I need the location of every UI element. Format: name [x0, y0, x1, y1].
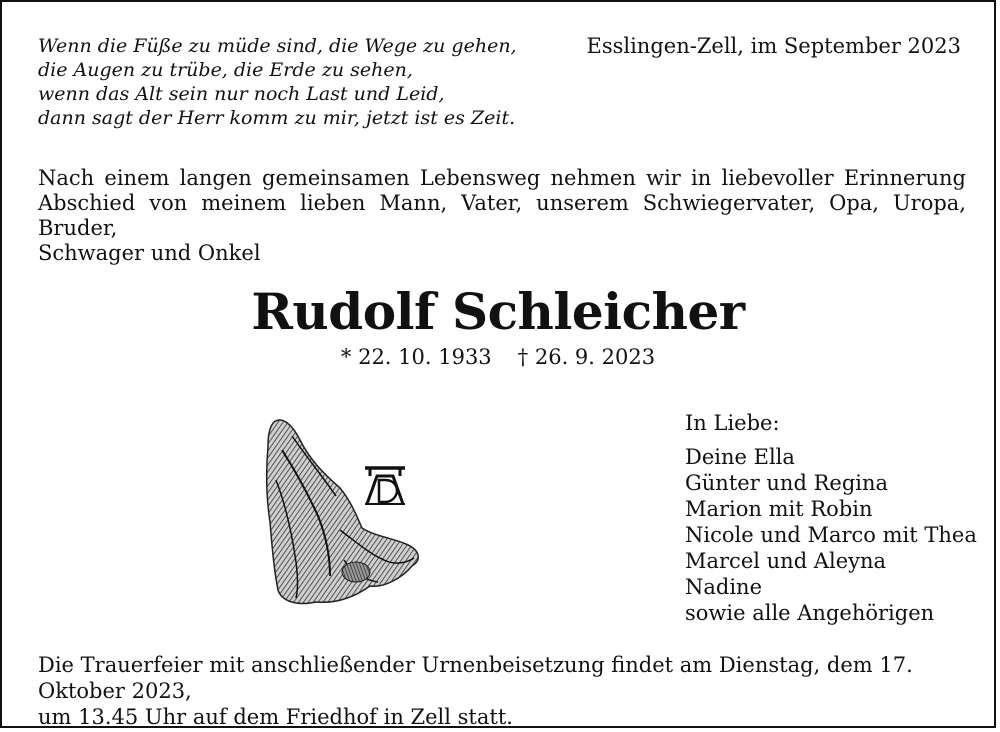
- mourner-name: Nadine: [685, 575, 763, 599]
- service-line: Die Trauerfeier mit anschließender Urnenbeisetzung findet am Dienstag, dem 17. Oktober 2023,: [38, 653, 913, 703]
- service-line: um 13.45 Uhr auf dem Friedhof in Zell statt.: [38, 705, 513, 729]
- mourner-name: Marion mit Robin: [685, 497, 873, 521]
- life-dates: [2, 344, 994, 370]
- poem-line: Wenn die Füße zu müde sind, die Wege zu gehen,: [38, 35, 517, 57]
- monogram: [365, 468, 405, 504]
- place-date: Esslingen-Zell, im September 2023: [586, 34, 961, 58]
- mourner-name: Günter und Regina: [685, 471, 889, 495]
- artwork: [252, 410, 432, 620]
- mourner-name: Nicole und Marco mit Thea: [685, 523, 977, 547]
- intro-line: Schwager und Onkel: [38, 241, 261, 265]
- mourners-heading: In Liebe:: [685, 411, 780, 435]
- intro-text: [38, 166, 966, 266]
- poem-line: wenn das Alt sein nur noch Last und Leid,: [38, 83, 445, 105]
- mourner-name: Marcel und Aleyna: [685, 549, 887, 573]
- praying-hands-icon: [252, 410, 432, 620]
- intro-line: Abschied von meinem lieben Mann, Vater, unserem Schwiegervater, Opa, Uropa, Bruder,: [38, 191, 966, 240]
- intro-line: Nach einem langen gemeinsamen Lebensweg nehmen wir in liebevoller Erinnerung: [38, 166, 966, 190]
- birth-date: * 22. 10. 1933: [340, 345, 492, 369]
- mourner-name: Deine Ella: [685, 445, 795, 469]
- mourner-name: sowie alle Angehörigen: [685, 601, 935, 625]
- mourners-list: [685, 410, 977, 626]
- poem-line: dann sagt der Herr komm zu mir, jetzt ist es Zeit.: [38, 107, 516, 129]
- poem: [38, 34, 517, 130]
- deceased-name: Rudolf Schleicher: [251, 282, 745, 341]
- death-date: † 26. 9. 2023: [517, 345, 656, 369]
- service-info: [38, 652, 968, 730]
- poem-line: die Augen zu trübe, die Erde zu sehen,: [38, 59, 413, 81]
